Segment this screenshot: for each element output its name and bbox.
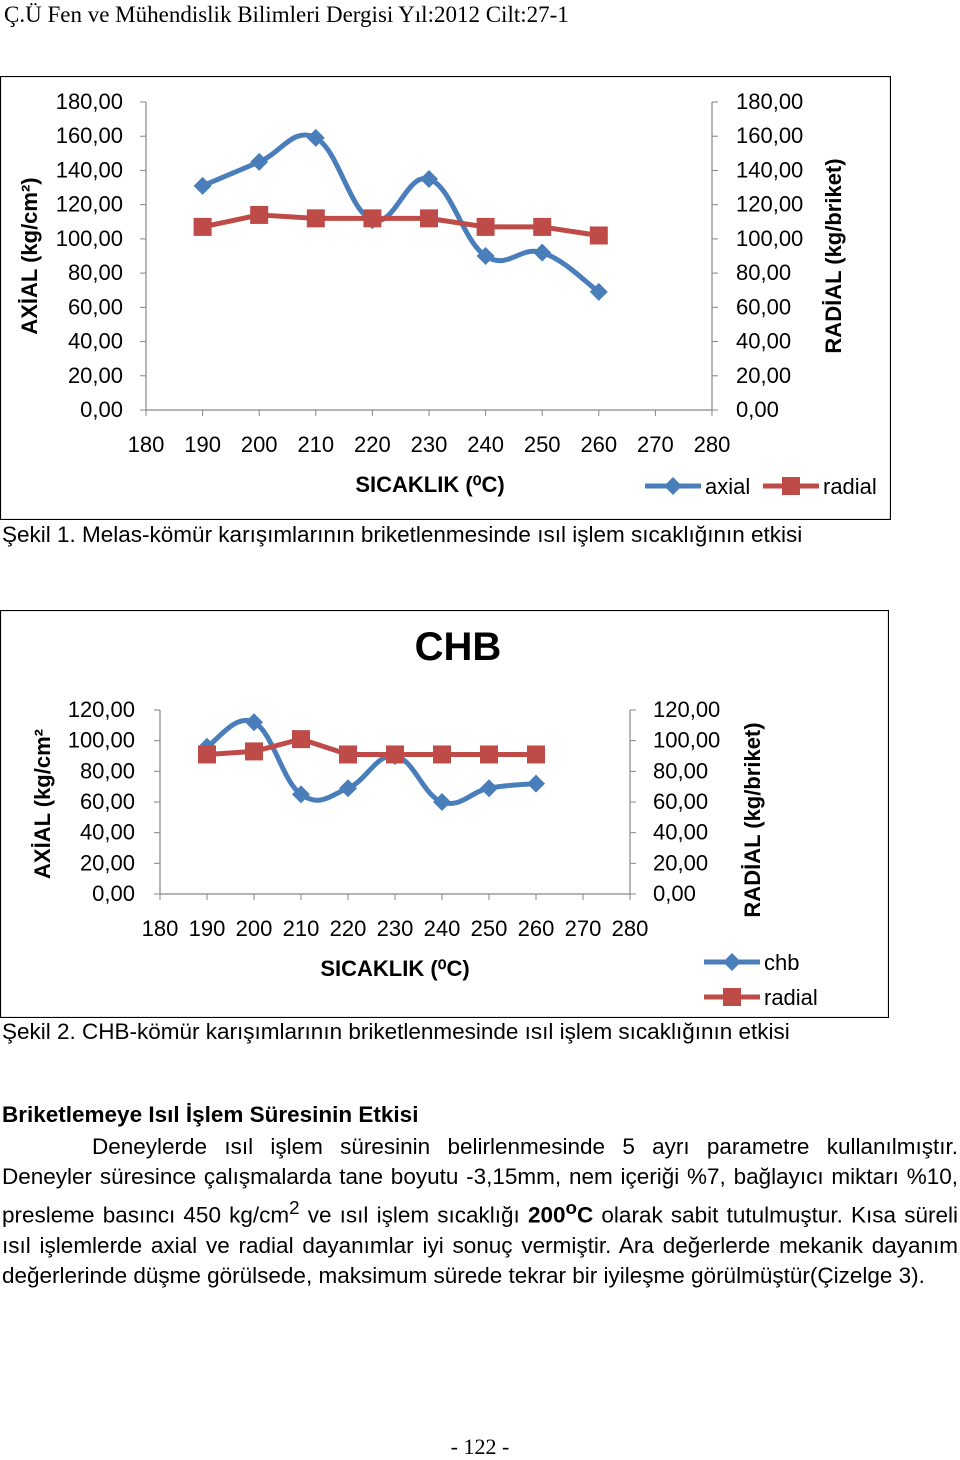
fig1-legend-label-axial: axial (705, 474, 751, 499)
fig1-series-radial-point (420, 209, 438, 227)
fig1-y-tick-label: 160,00 (55, 123, 123, 149)
fig1-x-tick-label: 220 (354, 432, 391, 457)
fig2-x-tick-label: 270 (564, 916, 602, 941)
temperature-value: 200 (527, 1202, 566, 1228)
fig1-y2-tick-label: 0,00 (736, 397, 779, 422)
fig2-x-tick-label: 240 (423, 916, 461, 941)
fig1-y-tick-label: 140,00 (55, 157, 123, 183)
body-paragraph (2, 1132, 958, 1292)
fig2-y-tick-label: 60,00 (79, 789, 135, 814)
fig1-y-tick-label: 0,00 (80, 397, 123, 422)
fig2-chart-title: CHB (414, 625, 502, 669)
fig1-y-tick-label: 40,00 (67, 328, 123, 354)
page-number: - 122 - (450, 1434, 510, 1459)
fig1-y-axis-title: AXİAL (kg/cm²) (17, 177, 42, 335)
fig1-x-tick-label: 190 (184, 432, 221, 457)
fig2-y2-tick-label: 80,00 (653, 758, 709, 784)
figure-1-svg (0, 76, 891, 520)
fig1-series-radial-point (250, 206, 268, 224)
fig1-y-tick-label: 20,00 (67, 362, 123, 388)
fig1-series-radial-point (307, 209, 325, 227)
fig2-y2-tick-label: 120,00 (653, 697, 721, 722)
section-heading: Briketlemeye Isıl İşlem Süresinin Etkisi (2, 1102, 419, 1127)
fig1-y2-tick-label: 160,00 (736, 123, 804, 149)
fig1-y2-tick-label: 100,00 (736, 225, 804, 251)
superscript-2: 2 (289, 1196, 300, 1218)
fig1-y2-tick-label: 40,00 (736, 328, 792, 354)
fig1-y2-tick-label: 180,00 (736, 89, 804, 114)
fig1-y-tick-label: 120,00 (55, 191, 123, 217)
fig1-legend-marker-radial (782, 477, 800, 495)
fig2-legend-label-radial: radial (764, 985, 818, 1010)
fig2-series-radial-point (480, 745, 498, 763)
fig2-y-tick-label: 40,00 (79, 819, 135, 845)
fig1-series-radial-point (590, 226, 608, 244)
fig2-y-tick-label: 20,00 (79, 850, 135, 876)
fig2-x-tick-label: 220 (329, 916, 367, 941)
fig2-series-radial-point (433, 745, 451, 763)
fig2-y-tick-label: 120,00 (67, 697, 135, 722)
figure-1-chart (0, 76, 891, 520)
fig2-x-tick-label: 180 (141, 916, 179, 941)
fig1-x-tick-label: 230 (410, 432, 448, 457)
fig1-x-tick-label: 250 (523, 432, 561, 457)
fig1-y2-tick-label: 120,00 (736, 191, 804, 217)
fig2-y2-tick-label: 100,00 (653, 727, 721, 753)
fig2-x-tick-label: 190 (188, 916, 226, 941)
degree-superscript: o (565, 1196, 577, 1218)
fig1-y-tick-label: 80,00 (67, 260, 123, 286)
fig1-series-radial-point (533, 218, 551, 236)
figure-2-svg (0, 610, 889, 1018)
fig2-y-axis-title: AXİAL (kg/cm² (30, 729, 55, 879)
fig2-y2-tick-label: 20,00 (653, 850, 709, 876)
fig1-series-radial-point (477, 218, 495, 236)
fig2-series-radial-point (386, 745, 404, 763)
figure-1-caption: Şekil 1. Melas-kömür karışımlarının briketlenmesinde ısıl işlem sıcaklığının etkisi (2, 522, 803, 547)
fig1-x-axis-title: SICAKLIK (⁰C) (355, 472, 505, 497)
fig1-y-tick-label: 60,00 (67, 294, 123, 320)
fig1-x-tick-label: 260 (580, 432, 618, 457)
fig2-series-radial-point (527, 745, 545, 763)
fig1-x-tick-label: 270 (637, 432, 674, 457)
fig1-y2-axis-title: RADİAL (kg/briket) (821, 158, 846, 354)
fig2-y2-tick-label: 60,00 (653, 789, 709, 814)
fig2-x-axis-title: SICAKLIK (⁰C) (320, 956, 470, 981)
fig1-legend-label-radial: radial (823, 474, 877, 499)
fig1-y-tick-label: 180,00 (55, 89, 123, 114)
fig1-x-tick-label: 180 (127, 432, 165, 457)
figure-2-caption: Şekil 2. CHB-kömür karışımlarının briketlenmesinde ısıl işlem sıcaklığının etkisi (2, 1019, 790, 1044)
fig1-y2-tick-label: 20,00 (736, 362, 792, 388)
fig2-y-tick-label: 100,00 (67, 727, 135, 753)
fig1-series-radial-point (194, 218, 212, 236)
paragraph-text-1: Deneylerde ısıl işlem süresinin belirlenmesinde 5 ayrı parametre kullanılmıştır. Deneyler süresince çalışmalarda tane boyutu -3,15mm, nem içeriği %7, bağlayıcı miktarı %10, presleme basıncı 450 kg/cm (2, 1134, 958, 1228)
figure-2-chart (0, 610, 889, 1018)
fig1-x-tick-label: 280 (693, 432, 731, 457)
fig1-y2-tick-label: 80,00 (736, 260, 792, 286)
fig2-series-radial-point (292, 730, 310, 748)
fig2-x-tick-label: 200 (235, 916, 273, 941)
fig2-y2-axis-title: RADİAL (kg/briket) (740, 722, 765, 918)
temperature-unit: C (577, 1202, 594, 1228)
fig1-x-tick-label: 200 (240, 432, 278, 457)
journal-header: Ç.Ü Fen ve Mühendislik Bilimleri Dergisi Yıl:2012 Cilt:27-1 (4, 2, 569, 27)
fig2-y-tick-label: 0,00 (92, 881, 135, 906)
fig2-y2-tick-label: 40,00 (653, 819, 709, 845)
fig2-x-tick-label: 260 (517, 916, 555, 941)
fig2-x-tick-label: 210 (282, 916, 320, 941)
fig2-series-radial-point (198, 745, 216, 763)
fig2-y-tick-label: 80,00 (79, 758, 135, 784)
paragraph-text-2: ve ısıl işlem sıcaklığı (299, 1202, 528, 1228)
fig2-legend-marker-radial (723, 988, 741, 1006)
fig1-y-tick-label: 100,00 (55, 225, 123, 251)
fig2-x-tick-label: 250 (470, 916, 508, 941)
fig1-y2-tick-label: 60,00 (736, 294, 792, 320)
paragraph-text-3: olarak sabit tutulmuştur. Kısa süreli ısıl işlemlerde axial ve radial dayanımlar iyi sonuç vermiştir. Ara değerlerde mekanik dayanım değerlerinde düşme görülsede, maksimum sürede tekrar bir iyileşme görülmüştür(Çizelge 3). (2, 1202, 958, 1289)
fig2-series-radial-point (245, 742, 263, 760)
fig2-y2-tick-label: 0,00 (653, 881, 696, 906)
fig2-x-tick-label: 230 (376, 916, 414, 941)
fig1-series-radial-point (363, 209, 381, 227)
fig2-legend-label-chb: chb (764, 950, 800, 975)
fig2-x-tick-label: 280 (611, 916, 649, 941)
fig1-x-tick-label: 240 (467, 432, 504, 457)
fig2-series-radial-point (339, 745, 357, 763)
fig1-x-tick-label: 210 (297, 432, 335, 457)
fig1-y2-tick-label: 140,00 (736, 157, 804, 183)
